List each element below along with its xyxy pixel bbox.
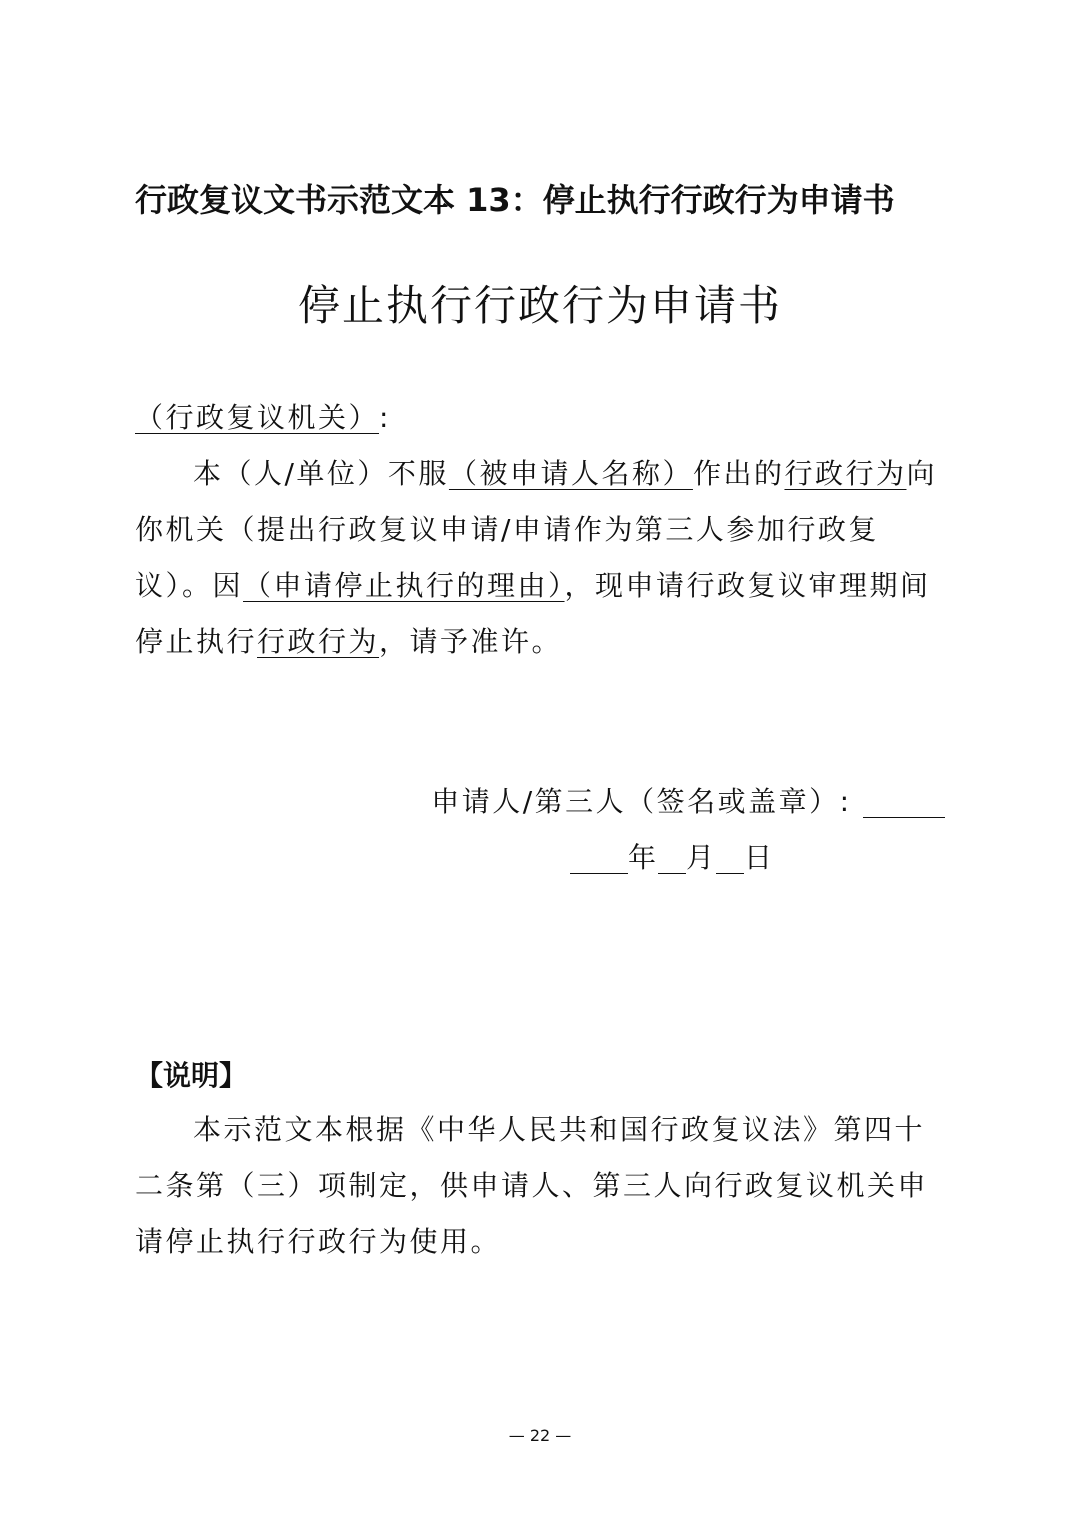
- day-label: 日: [744, 841, 775, 874]
- day-blank: [716, 839, 744, 874]
- paragraph-text-1: 本（人/单位）不服: [193, 457, 449, 490]
- signature-line: [135, 774, 945, 830]
- paragraph-text-4: ，现申请行政复议审理期间停止执行: [135, 569, 931, 658]
- administrative-action-placeholder-2: 行政行为: [257, 625, 380, 658]
- document-title: 停止执行行政行为申请书: [297, 281, 782, 330]
- signature-label: 申请人/第三人（签名或盖章）:: [431, 785, 852, 818]
- month-blank: [658, 839, 686, 874]
- application-paragraph: [135, 446, 945, 670]
- page-number: — 22 —: [508, 1426, 572, 1445]
- respondent-placeholder: （被申请人名称）: [448, 457, 693, 490]
- addressee-line: [135, 390, 945, 446]
- addressee-suffix: :: [379, 401, 391, 434]
- month-label: 月: [686, 841, 717, 874]
- date-line: [570, 830, 774, 886]
- note-heading: 【说明】: [135, 1059, 248, 1092]
- administrative-action-placeholder: 行政行为: [784, 457, 907, 490]
- template-heading: 行政复议文书示范文本 13：停止执行行政行为申请书: [135, 181, 895, 219]
- paragraph-text-2: 作出的: [692, 457, 785, 490]
- year-label: 年: [628, 841, 659, 874]
- note-body: 本示范文本根据《中华人民共和国行政复议法》第四十二条第（三）项制定，供申请人、第三人向行政复议机关申请停止执行行政行为使用。: [135, 1113, 929, 1258]
- year-blank: [570, 839, 628, 874]
- reason-placeholder: （申请停止执行的理由）: [243, 569, 565, 602]
- paragraph-text-3: 向你机关（提出行政复议申请/申请作为第三人参加行政复议）。因: [135, 457, 937, 602]
- signature-blank: [863, 783, 945, 818]
- addressee-placeholder: （行政复议机关）: [135, 401, 380, 434]
- paragraph-text-5: ，请予准许。: [379, 625, 563, 658]
